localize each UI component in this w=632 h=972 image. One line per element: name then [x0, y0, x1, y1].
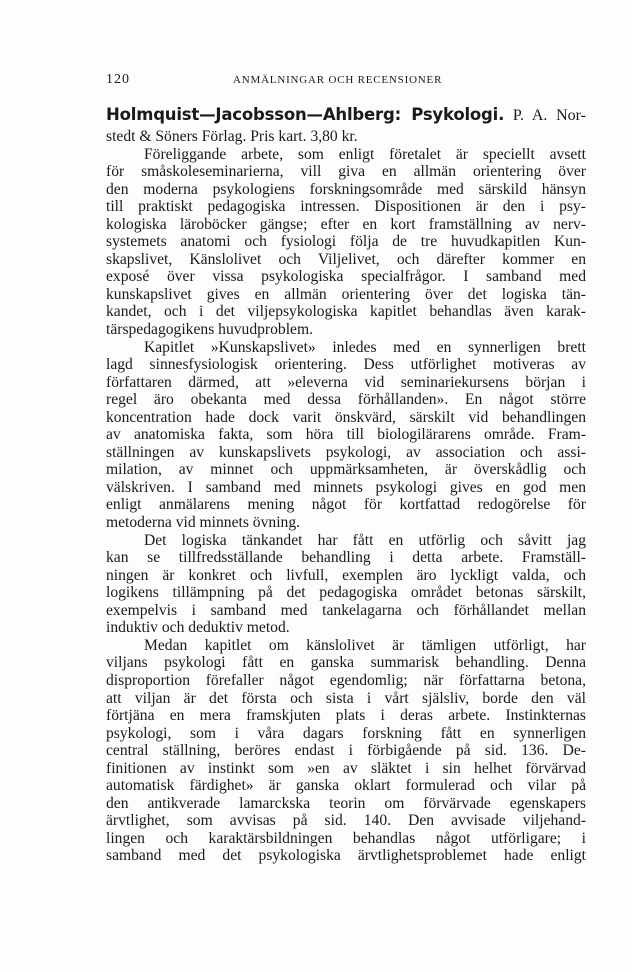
- review-article: [106, 104, 586, 865]
- text-line: exposé över vissa psykologiska specialfrågor. I samband med: [106, 268, 586, 286]
- text-line: kologiska läroböcker gängse; efter en kort framställning av nerv-: [106, 215, 586, 233]
- paragraph-end-line: metoderna vid minnets övning.: [106, 514, 301, 532]
- text-line: till praktiskt pedagogiska intressen. Dispositionen är den i psy-: [106, 198, 586, 216]
- paragraph-start-line: Det logiska tänkandet har fått en utförlig och såvitt jag: [144, 531, 586, 549]
- text-line: exempelvis i samband med tankelagarna och förhållandet mellan: [106, 601, 586, 619]
- review-heading: [106, 104, 586, 127]
- text-line: lingen och karaktärsbildningen behandlas något utförligare; i: [106, 829, 586, 847]
- text-line: kandet, och i det viljepsykologiska kapitlet behandlas även karak-: [106, 303, 586, 321]
- text-line: finitionen av instinkt som »en av släktet i sin helhet förvärvad: [106, 759, 586, 777]
- text-line: koncentration hade dock varit önskvärd, särskilt vid behandlingen: [106, 408, 586, 426]
- text-line: viljans psykologi fått en ganska summarisk behandling. Denna: [106, 654, 586, 672]
- paragraph-end-line: induktiv och deduktiv metod.: [106, 619, 290, 637]
- paragraph-start-line: Medan kapitlet om känslolivet är tämligen utförligt, har: [144, 636, 586, 654]
- text-line: systemets anatomi och fysiologi följa de tre huvudkapitlen Kun-: [106, 233, 586, 251]
- text-line: samband med det psykologiska ärvtlighetsproblemet hade enligt: [106, 847, 586, 865]
- text-line: kunskapslivet gives en allmän orientering över det logiska tän-: [106, 285, 586, 303]
- text-line: central ställning, beröres endast i förbigående på sid. 136. De-: [106, 742, 586, 760]
- text-line: förtjäna en mera framskjuten plats i deras arbete. Instinkternas: [106, 707, 586, 725]
- text-line: ställningen av kunskapslivets psykologi, av association och assi-: [106, 443, 586, 461]
- text-line: den antikverade lamarckska teorin om förvärvade egenskapers: [106, 794, 586, 812]
- publisher-start: P. A. Nor-: [512, 107, 587, 124]
- review-title: Holmquist—Jacobsson—Ahlberg: Psykologi.: [106, 105, 505, 124]
- text-line: för småskoleseminarierna, vill giva en allmän orientering över: [106, 163, 586, 181]
- text-line: regel äro obekanta med dessa förhållanden». En något större: [106, 391, 586, 409]
- text-line: ärvtlighet, som avvisas på sid. 140. Den avvisade viljehand-: [106, 812, 586, 830]
- text-line: den moderna psykologiens forskningsområde med särskild hänsyn: [106, 180, 586, 198]
- paragraph-start-line: Föreliggande arbete, som enligt företalet är speciellt avsett: [144, 145, 586, 163]
- text-line: ningen är konkret och livfull, exemplen äro lyckligt valda, och: [106, 566, 586, 584]
- text-line: psykologi, som i våra dagars forskning fått en synnerligen: [106, 724, 586, 742]
- page-number: 120: [106, 72, 130, 87]
- text-line: milation, av minnet och uppmärksamheten, är överskådlig och: [106, 461, 586, 479]
- text-line: av anatomiska fakta, som höra till biologilärarens område. Fram-: [106, 426, 586, 444]
- paragraph-end-line: tärspedagogikens huvudproblem.: [106, 321, 314, 339]
- text-line: enligt anmälarens mening något för kortfattad redogörelse för: [106, 496, 586, 514]
- section-title: ANMÄLNINGAR OCH RECENSIONER: [233, 74, 443, 86]
- paragraph-start-line: Kapitlet »Kunskapslivet» inledes med en synnerligen brett: [144, 338, 586, 356]
- text-line: lagd sinnesfysiologisk orientering. Dess utförlighet motiveras av: [106, 356, 586, 374]
- text-line: logikens tillämpning på det pedagogiska området betonas särskilt,: [106, 584, 586, 602]
- text-line: automatisk färdighet» är ganska oklart formulerad och vilar på: [106, 777, 586, 795]
- text-line: kan se tillfredsställande behandling i detta arbete. Framställ-: [106, 549, 586, 567]
- running-head: [106, 72, 586, 92]
- text-line: stedt & Söners Förlag. Pris kart. 3,80 kr.: [106, 128, 358, 145]
- text-line: välskriven. I samband med minnets psykologi gives en god men: [106, 478, 586, 496]
- text-line: skapslivet, Känslolivet och Viljelivet, och därefter kommer en: [106, 250, 586, 268]
- text-line: disproportion förefaller något egendomlig; när författarna betona,: [106, 671, 586, 689]
- text-line: att viljan är det första och sista i vårt själsliv, borde den väl: [106, 689, 586, 707]
- text-line: författaren därmed, att »eleverna vid seminariekursens början i: [106, 373, 586, 391]
